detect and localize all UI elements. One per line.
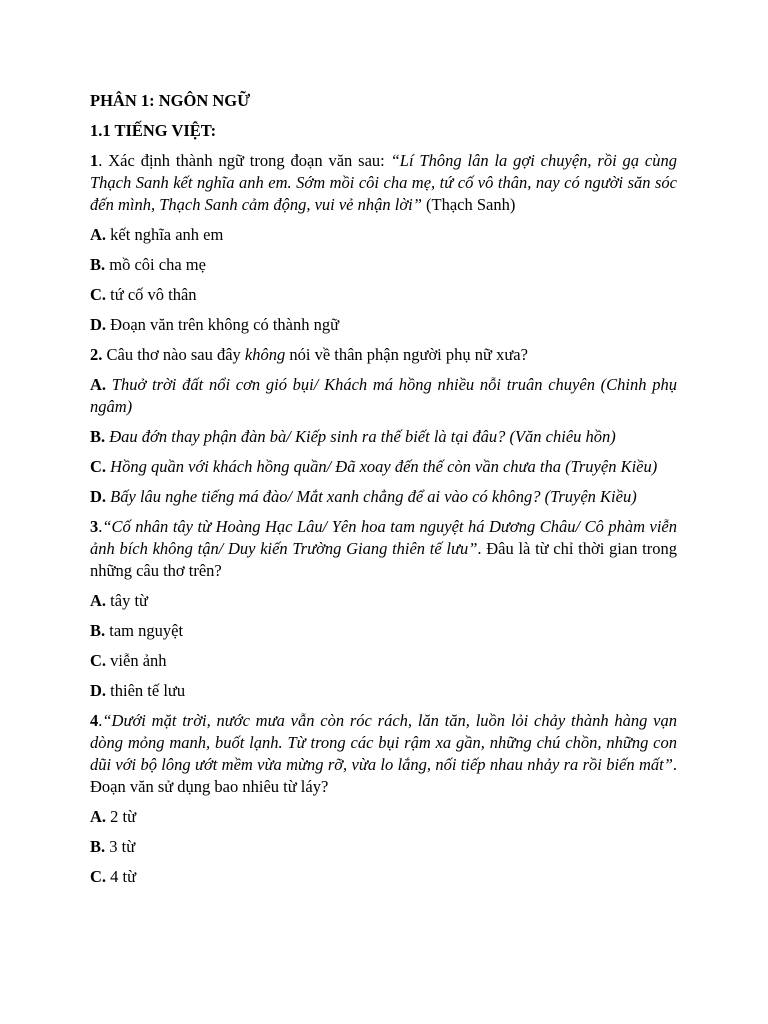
question-2 xyxy=(90,344,677,366)
question-separator: . xyxy=(98,517,103,536)
option-q3-c xyxy=(90,650,677,672)
section-title: 1.1 TIẾNG VIỆT: xyxy=(90,121,217,140)
option-letter: C. xyxy=(90,285,107,304)
option-q2-b xyxy=(90,426,677,448)
option-letter: A. xyxy=(90,375,107,394)
option-text: 4 từ xyxy=(106,867,137,886)
option-q1-b xyxy=(90,254,677,276)
option-text: tứ cố vô thân xyxy=(106,285,197,304)
option-letter: D. xyxy=(90,487,107,506)
option-text: mồ côi cha mẹ xyxy=(105,255,206,274)
question-number: 4 xyxy=(90,711,99,730)
question-lead: Xác định thành ngữ trong đoạn văn sau: xyxy=(108,151,391,170)
question-lead: Câu thơ nào sau đây xyxy=(102,345,245,364)
option-letter: B. xyxy=(90,255,106,274)
option-letter: A. xyxy=(90,807,107,826)
option-q1-d xyxy=(90,314,677,336)
option-text: Hồng quần với khách hồng quần/ Đã xoay đến thế còn vần chưa tha (Truyện Kiều) xyxy=(106,457,658,476)
option-q2-c xyxy=(90,456,677,478)
question-source: (Thạch Sanh) xyxy=(421,195,516,214)
option-q4-b xyxy=(90,836,677,858)
question-number: 3 xyxy=(90,517,99,536)
option-q3-a xyxy=(90,590,677,612)
option-text: kết nghĩa anh em xyxy=(106,225,224,244)
option-text: 3 từ xyxy=(105,837,136,856)
option-text: tam nguyệt xyxy=(105,621,184,640)
option-letter: A. xyxy=(90,591,107,610)
document-page xyxy=(90,90,677,896)
question-number: 1 xyxy=(90,151,99,170)
question-quote: “Lí Thông lân la gợi chuyện, rồi gạ cùng Thạch Sanh kết nghĩa anh em. Sớm mồi côi cha mẹ, tứ cố vô thân, nay có người săn sóc đến mình, Thạch Sanh cảm động, vui vẻ nhận lời” xyxy=(90,151,677,214)
option-q3-d xyxy=(90,680,677,702)
option-text: tây từ xyxy=(106,591,148,610)
question-number: 2. xyxy=(90,345,103,364)
question-tail: nói về thân phận người phụ nữ xưa? xyxy=(285,345,528,364)
question-1 xyxy=(90,150,677,216)
option-letter: C. xyxy=(90,867,107,886)
question-emphasis: không xyxy=(244,345,286,364)
option-letter: C. xyxy=(90,457,107,476)
question-tail: . Đoạn văn sử dụng bao nhiêu từ láy? xyxy=(90,755,677,796)
option-q2-d xyxy=(90,486,677,508)
option-q1-c xyxy=(90,284,677,306)
option-text: thiên tế lưu xyxy=(106,681,186,700)
option-letter: B. xyxy=(90,621,106,640)
part-title: PHÂN 1: NGÔN NGỮ xyxy=(90,91,251,110)
option-letter: B. xyxy=(90,837,106,856)
option-letter: C. xyxy=(90,651,107,670)
question-3 xyxy=(90,516,677,582)
option-letter: D. xyxy=(90,315,107,334)
question-quote: “Dưới mặt trời, nước mưa vẫn còn róc rách, lăn tăn, luồn lỏi chảy thành hàng vạn dòng mỏng manh, buốt lạnh. Từ trong các bụi rậm xa gần, những chú chồn, những con dũi với bộ lông ướt mềm vừa mừng rỡ, vừa lo lắng, nối tiếp nhau nhảy ra rồi biến mất” xyxy=(90,711,677,774)
option-text: Bấy lâu nghe tiếng má đào/ Mắt xanh chẳng để ai vào có không? (Truyện Kiều) xyxy=(106,487,637,506)
option-q1-a xyxy=(90,224,677,246)
option-text: Đau đớn thay phận đàn bà/ Kiếp sinh ra thế biết là tại đâu? (Văn chiêu hồn) xyxy=(105,427,616,446)
question-separator: . xyxy=(98,711,103,730)
question-separator: . xyxy=(98,151,109,170)
question-tail: . Đâu là từ chỉ thời gian trong những câu thơ trên? xyxy=(90,539,677,580)
option-text: viễn ảnh xyxy=(106,651,167,670)
option-text: 2 từ xyxy=(106,807,137,826)
question-4 xyxy=(90,710,677,798)
option-letter: A. xyxy=(90,225,107,244)
option-letter: D. xyxy=(90,681,107,700)
option-q3-b xyxy=(90,620,677,642)
option-text: Đoạn văn trên không có thành ngữ xyxy=(106,315,340,334)
option-letter: B. xyxy=(90,427,106,446)
option-q4-a xyxy=(90,806,677,828)
option-text: Thuở trời đất nổi cơn gió bụi/ Khách má hồng nhiều nỗi truân chuyên (Chinh phụ ngâm) xyxy=(90,375,677,416)
question-quote: “Cố nhân tây từ Hoàng Hạc Lâu/ Yên hoa tam nguyệt há Dương Châu/ Cô phàm viễn ảnh bích không tận/ Duy kiến Trường Giang thiên tế lưu” xyxy=(90,517,677,558)
option-q2-a xyxy=(90,374,677,418)
option-q4-c xyxy=(90,866,677,888)
